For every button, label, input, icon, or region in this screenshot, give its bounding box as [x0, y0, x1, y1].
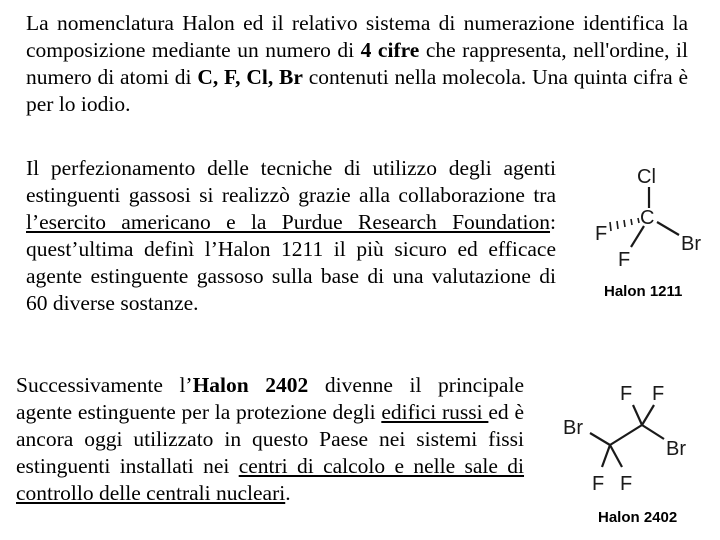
atom-br-right: Br	[666, 438, 686, 460]
bond-c-f-hashed	[610, 218, 639, 231]
para1-text-1: La nomenclatura Halon ed il relativo sistema di numerazione identifica la composizione mediante un numero di	[26, 11, 688, 62]
para3-underlined-facilities: centri di calcolo e nelle sale di controllo delle centrali nucleari	[16, 454, 525, 505]
atom-f-top-right: F	[652, 383, 665, 405]
atom-f-bottom: F	[618, 249, 631, 271]
atom-f-bottom-left: F	[592, 473, 605, 495]
bond-c-br	[657, 222, 679, 235]
halon-1211-caption: Halon 1211	[604, 283, 683, 300]
para1-text-2: che rappresenta, nell'ordine, il numero di atomi di	[26, 38, 689, 89]
atom-c: C	[640, 207, 655, 229]
bond-c-f-bottom	[631, 226, 644, 247]
paragraph-history	[26, 155, 556, 317]
paragraph-nomenclature	[26, 10, 688, 118]
para3-bold-halon: Halon 2402	[192, 373, 309, 397]
para2-text-2: : quest’ultima definì l’Halon 1211 il più sicuro ed efficace agente estinguente gassoso sulla base di una valutazione di 60 diverse sostanze.	[26, 210, 556, 315]
halon-1211-structure	[585, 160, 715, 275]
bond-c2-f-right	[642, 405, 654, 425]
para3-text-3: ed è ancora oggi utilizzato in questo Paese nei sistemi fissi estinguenti installati nei	[16, 400, 524, 478]
atom-cl: Cl	[637, 166, 656, 188]
atom-f-bottom-right: F	[620, 473, 633, 495]
para3-text-4: .	[285, 481, 291, 505]
bond-c2-br	[642, 425, 664, 439]
bond-c1-c2	[610, 425, 642, 445]
atom-f-top-left: F	[620, 383, 633, 405]
para1-bold-digits: 4 cifre	[360, 38, 420, 62]
para2-underlined-collaboration: l’esercito americano e la Purdue Research Foundation	[26, 210, 551, 234]
halon-1211-svg	[585, 160, 715, 275]
halon-2402-caption: Halon 2402	[598, 509, 678, 526]
para1-text-3: contenuti nella molecola. Una quinta cifra è per lo iodio.	[26, 65, 688, 116]
bond-c1-br	[590, 433, 610, 445]
bond-c1-f-left	[602, 445, 610, 467]
atom-br: Br	[681, 233, 701, 255]
para1-bold-atoms: C, F, Cl, Br	[197, 65, 303, 89]
para3-text-1: Successivamente l’	[16, 373, 193, 397]
para3-text-2: divenne il principale agente estinguente per la protezione degli	[16, 373, 524, 424]
atom-br-left: Br	[563, 417, 583, 439]
halon-2402-svg	[560, 375, 710, 500]
atom-f-left: F	[595, 223, 608, 245]
paragraph-halon-2402	[16, 372, 524, 507]
bond-c1-f-right	[610, 445, 622, 467]
bond-c2-f-left	[633, 405, 642, 425]
para2-text-1: Il perfezionamento delle tecniche di utilizzo degli agenti estinguenti gassosi si realizzò grazie alla collaborazione tra	[26, 156, 556, 207]
para3-underlined-buildings: edifici russi	[381, 400, 489, 424]
halon-2402-structure	[560, 375, 710, 500]
